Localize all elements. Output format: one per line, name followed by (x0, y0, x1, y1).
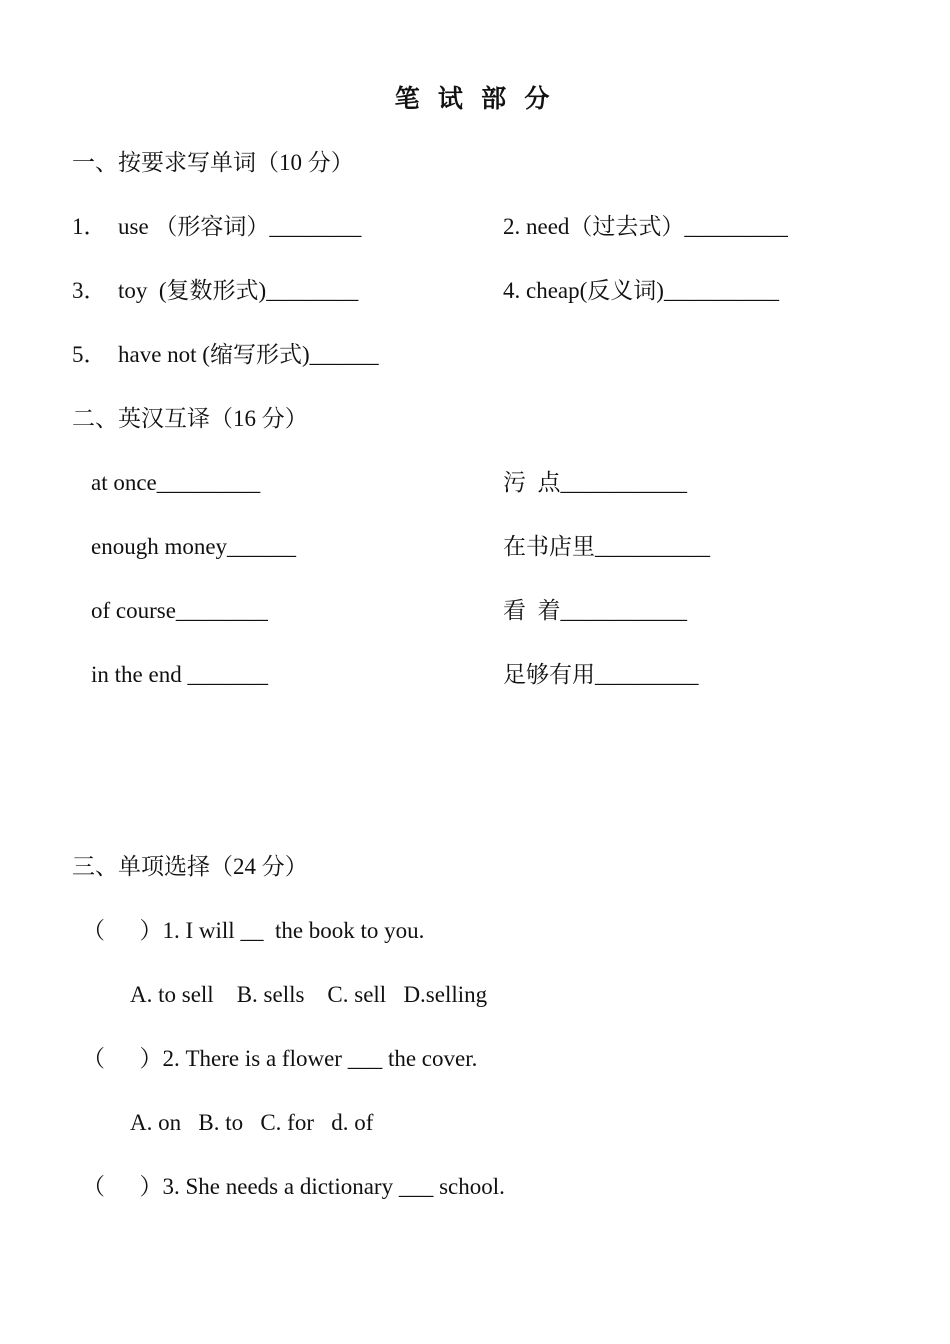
section3-heading: 三、单项选择（24 分） (72, 854, 308, 879)
translate-item-useful-enough: 足够有用_________ (503, 662, 699, 687)
question-4-cheap: 4. cheap(反义词)__________ (503, 278, 779, 303)
question-3-toy: 3． toy (复数形式)________ (72, 278, 359, 303)
choice-question-2: （ ）2. There is a flower ___ the cover. (82, 1046, 478, 1071)
page-title: 笔 试 部 分 (394, 86, 556, 113)
translate-item-of-course: of course________ (91, 598, 268, 623)
translate-item-enough-money: enough money______ (91, 534, 297, 559)
translate-item-stain: 污 点___________ (503, 470, 687, 495)
section2-heading: 二、英汉互译（16 分） (72, 406, 308, 431)
section1-heading: 一、按要求写单词（10 分） (72, 150, 354, 175)
translate-item-in-the-end: in the end _______ (91, 662, 268, 687)
translate-item-at-once: at once_________ (91, 470, 261, 495)
choice-question-3: （ ）3. She needs a dictionary ___ school. (82, 1174, 505, 1199)
translate-item-look-at: 看 着___________ (503, 598, 687, 623)
choice-options-2: A. on B. to C. for d. of (130, 1110, 374, 1135)
choice-question-1: （ ）1. I will __ the book to you. (82, 918, 425, 943)
choice-options-1: A. to sell B. sells C. sell D.selling (130, 982, 488, 1007)
translate-item-in-bookstore: 在书店里__________ (503, 534, 710, 559)
question-2-need: 2. need（过去式）_________ (503, 214, 788, 239)
question-1-use: 1． use （形容词）________ (72, 214, 362, 239)
question-5-have-not: 5． have not (缩写形式)______ (72, 342, 379, 367)
